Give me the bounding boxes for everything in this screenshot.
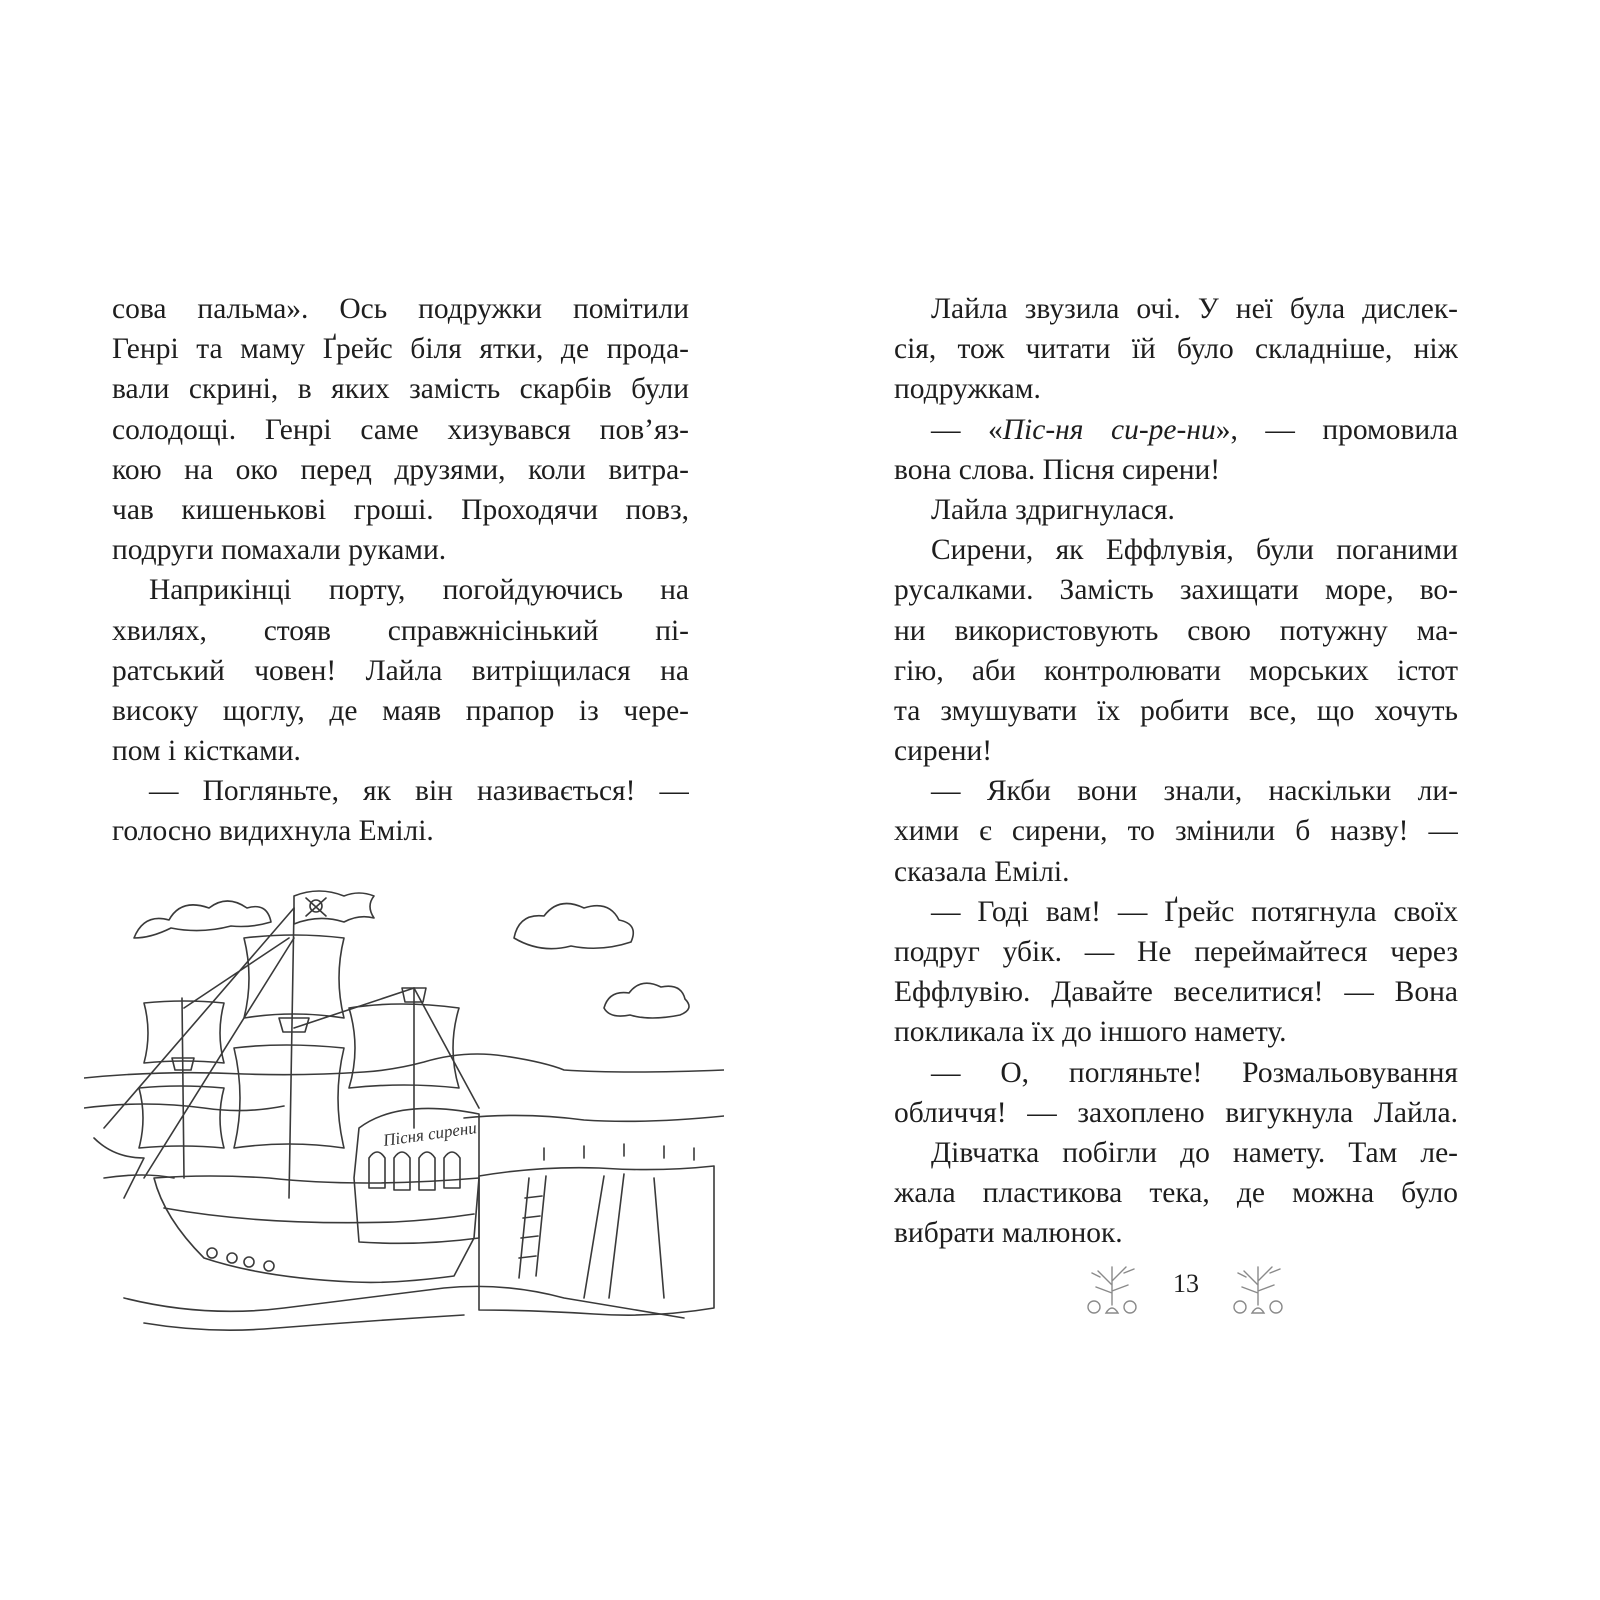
text-line: високу щоглу, де маяв прапор із чере- bbox=[112, 694, 689, 727]
text-line bbox=[894, 410, 1458, 450]
porthole bbox=[264, 1261, 274, 1271]
harbor-post bbox=[584, 1174, 664, 1298]
sea-wave bbox=[464, 1115, 724, 1121]
text-line: сирени! bbox=[894, 735, 993, 768]
text-line: чав кишенькові гроші. Проходячи повз, bbox=[112, 493, 689, 526]
text-line-pre: — « bbox=[931, 413, 1003, 446]
text-line: жала пластикова тека, де можна було bbox=[894, 1177, 1458, 1210]
pier-post bbox=[544, 1144, 694, 1160]
ship-sail bbox=[94, 1138, 144, 1198]
text-line: ратський човен! Лайла витріщилася на bbox=[112, 654, 689, 687]
sea-wave bbox=[144, 1315, 464, 1330]
porthole bbox=[207, 1248, 217, 1258]
text-line: — Годі вам! — Ґрейс потягнула своїх bbox=[931, 895, 1458, 928]
left-page-text bbox=[112, 289, 689, 852]
text-line: Сирени, як Еффлувія, були поганими bbox=[931, 534, 1458, 567]
ship-sail bbox=[349, 1004, 459, 1088]
text-line: — О, погляньте! Розмальовування bbox=[931, 1056, 1458, 1089]
harbor-ladder bbox=[519, 1176, 546, 1278]
text-line: вали скрині, в яких замість скарбів були bbox=[112, 373, 689, 406]
text-line: ни використовують свою потужну ма- bbox=[894, 614, 1458, 647]
text-line: хвилях, стояв справжнісінький пі- bbox=[112, 614, 689, 647]
text-line: вона слова. Пісня сирени! bbox=[894, 453, 1221, 486]
text-line: голосно видихнула Емілі. bbox=[112, 815, 434, 848]
text-line: сказала Емілі. bbox=[894, 855, 1070, 888]
text-line: обличчя! — захоплено вигукнула Лайла. bbox=[894, 1096, 1458, 1129]
text-line: сія, тож читати їй було складніше, ніж bbox=[894, 333, 1458, 366]
pirate-flag bbox=[294, 891, 374, 924]
text-line: гію, аби контролювати морських істот bbox=[894, 654, 1458, 687]
stern-window bbox=[369, 1152, 460, 1190]
cloud-left bbox=[134, 901, 271, 938]
song-title-italic: Піс-ня си-ре-ни bbox=[1002, 413, 1216, 446]
porthole bbox=[227, 1253, 237, 1263]
text-line: подруг убік. — Не переймайтеся через bbox=[894, 936, 1458, 968]
text-line: кою на око перед друзями, коли витра- bbox=[112, 453, 689, 486]
text-line: русалками. Замість захищати море, во- bbox=[894, 574, 1458, 607]
ship-mast bbox=[289, 908, 294, 1198]
text-line: хими є сирени, то змінили б назву! — bbox=[894, 815, 1458, 848]
pirate-ship-illustration bbox=[84, 878, 724, 1340]
ship-mast bbox=[182, 998, 184, 1178]
text-line: сова пальма». Ось подружки помітили bbox=[112, 293, 689, 325]
right-page-text bbox=[894, 289, 1458, 1254]
ship-sail bbox=[144, 1001, 224, 1063]
text-line: Лайла здригнулася. bbox=[931, 493, 1175, 526]
cloud-right-top bbox=[514, 904, 633, 949]
text-line: Наприкінці порту, погойдуючись на bbox=[149, 574, 689, 607]
text-line-post: », — промовила bbox=[1215, 413, 1458, 446]
sea-wave bbox=[124, 1286, 684, 1318]
ship-name-label: Пісня сирени bbox=[381, 1118, 478, 1150]
porthole bbox=[244, 1257, 254, 1267]
text-line: покликала їх до іншого намету. bbox=[894, 1016, 1287, 1049]
text-line: вибрати малюнок. bbox=[894, 1217, 1123, 1250]
text-line: Еффлувію. Давайте веселитися! — Вона bbox=[894, 976, 1458, 1009]
ship-hull-stripe bbox=[164, 1208, 474, 1223]
text-line: подружкам. bbox=[894, 373, 1041, 406]
coral-seashell-ornament-icon bbox=[1080, 1255, 1144, 1319]
coral-seashell-ornament-icon bbox=[1226, 1255, 1290, 1319]
harbor-wall bbox=[479, 1166, 714, 1315]
ship-hull bbox=[154, 1176, 479, 1282]
page-number: 13 bbox=[1173, 1269, 1199, 1298]
ship-sail bbox=[234, 1045, 344, 1148]
text-line: пом і кістками. bbox=[112, 735, 301, 768]
text-line: солодощі. Генрі саме хизувався пов’яз- bbox=[112, 413, 689, 446]
text-line: Лайла звузила очі. У неї була дислек- bbox=[931, 293, 1458, 325]
text-line: та змушувати їх робити все, що хочуть bbox=[894, 694, 1458, 727]
text-line: Генрі та маму Ґрейс біля ятки, де прода- bbox=[112, 333, 689, 366]
text-line: подруги помахали руками. bbox=[112, 534, 447, 567]
text-line: — Якби вони знали, наскільки ли- bbox=[931, 775, 1458, 808]
text-line: — Погляньте, як він називається! — bbox=[149, 775, 689, 808]
text-line: Дівчатка побігли до намету. Там ле- bbox=[931, 1136, 1458, 1169]
cloud-right-mid bbox=[604, 983, 689, 1018]
page-footer bbox=[1080, 1255, 1290, 1325]
